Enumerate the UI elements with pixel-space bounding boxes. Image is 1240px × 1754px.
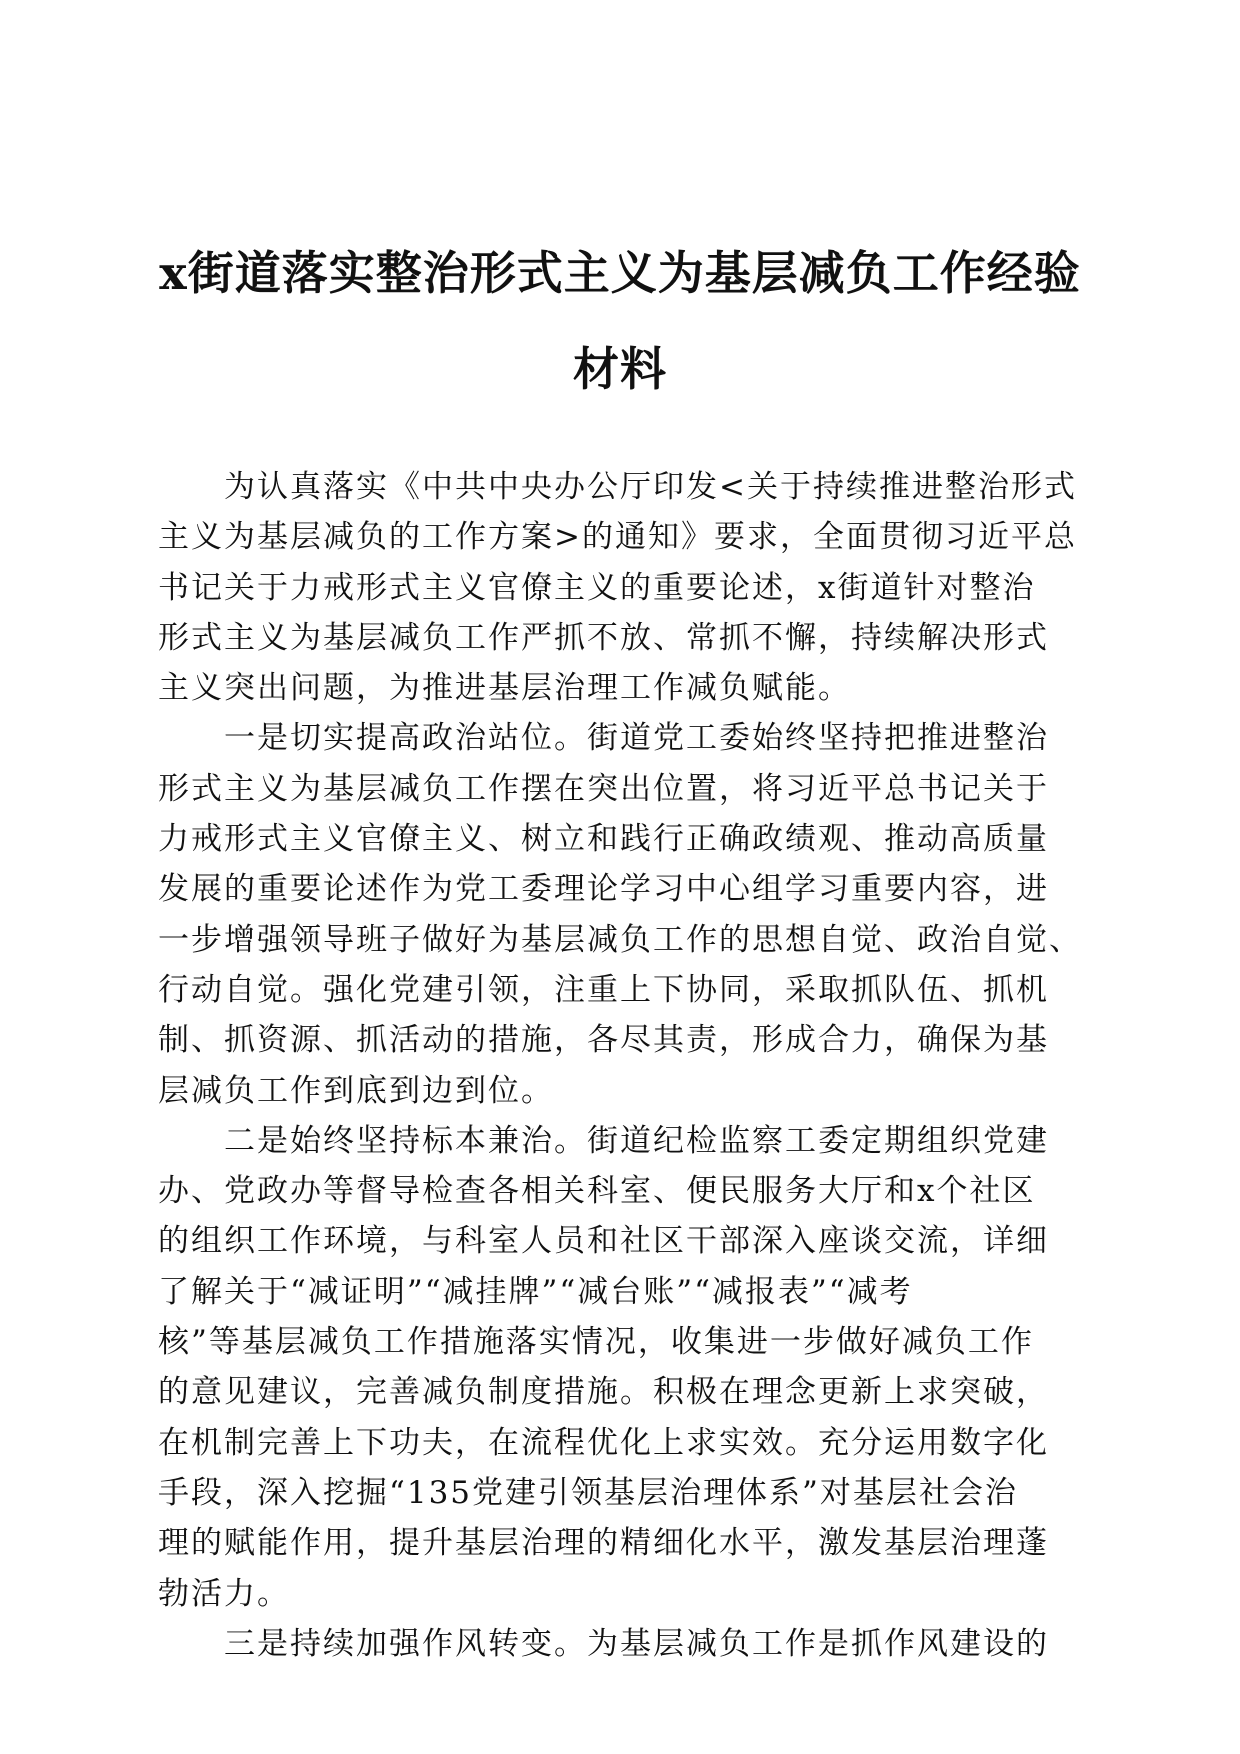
text-line: 制、抓资源、抓活动的措施，各尽其责，形成合力，确保为基 bbox=[158, 1022, 1049, 1059]
text-line: 形式主义为基层减负工作摆在突出位置，将习近平总书记关于 bbox=[158, 770, 1049, 807]
text-line: 的组织工作环境，与科室人员和社区干部深入座谈交流，详细 bbox=[158, 1223, 1049, 1260]
title-line: 材料 bbox=[573, 342, 667, 396]
document-body bbox=[158, 462, 1083, 1669]
text-line: 发展的重要论述作为党工委理论学习中心组学习重要内容，进 bbox=[158, 871, 1049, 908]
text-line: 手段，深入挖掘“135党建引领基层治理体系”对基层社会治 bbox=[158, 1474, 1018, 1511]
text-line: 为认真落实《中共中央办公厅印发<关于持续推进整治形式 bbox=[224, 469, 1077, 505]
text-line: 书记关于力戒形式主义官僚主义的重要论述，x街道针对整治 bbox=[158, 569, 1036, 606]
text-line: 了解关于“减证明”“减挂牌”“减台账”“减报表”“减考 bbox=[158, 1273, 913, 1310]
text-line: 三是持续加强作风转变。为基层减负工作是抓作风建设的 bbox=[224, 1625, 1049, 1662]
document-title bbox=[140, 225, 1100, 417]
text-line: 勃活力。 bbox=[158, 1575, 290, 1612]
text-line: 二是始终坚持标本兼治。街道纪检监察工委定期组织党建 bbox=[224, 1122, 1049, 1159]
paragraph-intro bbox=[158, 462, 1083, 713]
text-line: 一是切实提高政治站位。街道党工委始终坚持把推进整治 bbox=[224, 720, 1049, 757]
text-line: 办、党政办等督导检查各相关科室、便民服务大厅和x个社区 bbox=[158, 1173, 1036, 1210]
text-line: 理的赋能作用，提升基层治理的精细化水平，激发基层治理蓬 bbox=[158, 1525, 1049, 1562]
text-line: 的意见建议，完善减负制度措施。积极在理念更新上求突破， bbox=[158, 1374, 1049, 1411]
text-line: 核”等基层减负工作措施落实情况，收集进一步做好减负工作 bbox=[158, 1324, 1034, 1361]
text-line: 主义突出问题，为推进基层治理工作减负赋能。 bbox=[158, 670, 851, 707]
paragraph-two bbox=[158, 1116, 1083, 1619]
text-line: 在机制完善上下功夫，在流程优化上求实效。充分运用数字化 bbox=[158, 1424, 1049, 1461]
text-line: 力戒形式主义官僚主义、树立和践行正确政绩观、推动高质量 bbox=[158, 821, 1049, 858]
title-line: x街道落实整治形式主义为基层减负工作经验 bbox=[159, 246, 1081, 300]
paragraph-one bbox=[158, 713, 1083, 1115]
text-line: 层减负工作到底到边到位。 bbox=[158, 1072, 554, 1109]
text-line: 一步增强领导班子做好为基层减负工作的思想自觉、政治自觉、 bbox=[158, 921, 1082, 958]
paragraph-three bbox=[158, 1619, 1083, 1669]
text-line: 行动自觉。强化党建引领，注重上下协同，采取抓队伍、抓机 bbox=[158, 971, 1049, 1008]
text-line: 形式主义为基层减负工作严抓不放、常抓不懈，持续解决形式 bbox=[158, 619, 1049, 656]
text-line: 主义为基层减负的工作方案>的通知》要求，全面贯彻习近平总 bbox=[158, 519, 1077, 556]
